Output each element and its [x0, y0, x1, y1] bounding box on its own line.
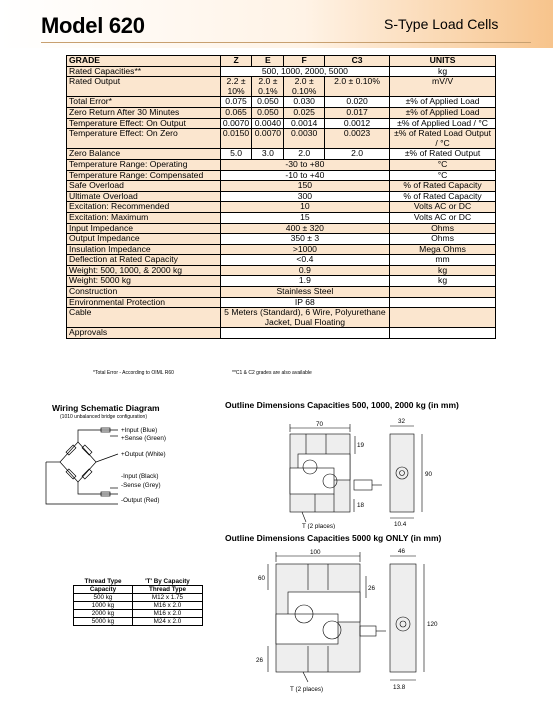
thread-capacity: 500 kg [74, 594, 133, 602]
spec-row [67, 308, 496, 328]
spec-value: -30 to +80 [220, 159, 389, 170]
spec-label: Weight: 5000 kg [67, 276, 221, 287]
spec-row [67, 223, 496, 234]
spec-value: -10 to +40 [220, 170, 389, 181]
spec-value-f: 2.0 [284, 149, 325, 160]
spec-value-e: 0.050 [252, 97, 284, 108]
large-dim-depth: 46 [398, 548, 406, 555]
thread-header-left: Thread Type [74, 578, 133, 586]
wiring-diagram [38, 420, 188, 510]
header-rule [41, 42, 531, 43]
large-dim-thread-h: 26 [368, 585, 376, 592]
spec-unit: ±% of Applied Load / °C [390, 118, 496, 129]
spec-label: Excitation: Maximum [67, 212, 221, 223]
outline-small-title: Outline Dimensions Capacities 500, 1000, 2000 kg (in mm) [225, 400, 459, 410]
spec-value: 0.9 [220, 265, 389, 276]
spec-value-c3: 0.017 [325, 107, 390, 118]
spec-label: Approvals [67, 328, 221, 339]
spec-label: Ultimate Overload [67, 191, 221, 202]
spec-row [67, 328, 496, 339]
footnote-total-error: *Total Error - According to OIML R60 [93, 370, 174, 376]
spec-unit: ±% of Applied Load [390, 97, 496, 108]
spec-label: Temperature Effect: On Zero [67, 129, 221, 149]
spec-unit: °C [390, 170, 496, 181]
col-c3: C3 [325, 56, 390, 67]
spec-label: Total Error* [67, 97, 221, 108]
spec-unit: mV/V [390, 77, 496, 97]
footnote-grades: **C1 & C2 grades are also available [232, 370, 312, 376]
thread-header-right: 'T' By Capacity [132, 578, 202, 586]
small-dim-side: 10.4 [394, 521, 407, 528]
spec-label: Output Impedance [67, 234, 221, 245]
thread-capacity: 5000 kg [74, 618, 133, 626]
spec-label: Safe Overload [67, 181, 221, 192]
large-dim-width: 100 [310, 549, 321, 556]
spec-unit: % of Rated Capacity [390, 191, 496, 202]
thread-type: M16 x 2.0 [132, 602, 202, 610]
spec-row [67, 255, 496, 266]
spec-label: Rated Output [67, 77, 221, 97]
spec-unit [390, 308, 496, 328]
spec-value-e: 3.0 [252, 149, 284, 160]
spec-row [67, 107, 496, 118]
thread-capacity: 2000 kg [74, 610, 133, 618]
spec-unit: ±% of Rated Output [390, 149, 496, 160]
wire-output-plus: +Output (White) [121, 451, 166, 458]
spec-unit: ±% of Rated Load Output / °C [390, 129, 496, 149]
spec-value: >1000 [220, 244, 389, 255]
spec-value: 500, 1000, 2000, 5000 [220, 66, 389, 77]
spec-table [66, 55, 496, 339]
spec-row [67, 129, 496, 149]
spec-value: 5 Meters (Standard), 6 Wire, Polyurethane Jacket, Dual Floating [220, 308, 389, 328]
spec-value: 350 ± 3 [220, 234, 389, 245]
spec-row [67, 159, 496, 170]
spec-value-z: 0.0150 [220, 129, 252, 149]
spec-unit [390, 328, 496, 339]
spec-value-e: 0.0040 [252, 118, 284, 129]
spec-label: Environmental Protection [67, 297, 221, 308]
outline-large-title: Outline Dimensions Capacities 5000 kg ONLY (in mm) [225, 533, 442, 543]
col-grade: GRADE [67, 56, 221, 67]
spec-value-e: 0.0070 [252, 129, 284, 149]
spec-row [67, 287, 496, 298]
spec-label: Temperature Effect: On Output [67, 118, 221, 129]
small-dim-width: 70 [316, 421, 324, 428]
thread-row [74, 618, 203, 626]
spec-value-c3: 0.0012 [325, 118, 390, 129]
spec-value-c3: 2.0 [325, 149, 390, 160]
thread-row [74, 594, 203, 602]
spec-value: 150 [220, 181, 389, 192]
spec-row [67, 97, 496, 108]
spec-row [67, 202, 496, 213]
spec-value-z: 0.065 [220, 107, 252, 118]
spec-unit [390, 287, 496, 298]
wire-input-minus: -Input (Black) [121, 473, 159, 480]
wire-sense-plus: +Sense (Green) [121, 435, 166, 442]
spec-value-z: 5.0 [220, 149, 252, 160]
spec-row [67, 191, 496, 202]
thread-col-type: Thread Type [132, 586, 202, 594]
spec-label: Temperature Range: Compensated [67, 170, 221, 181]
spec-unit: Ohms [390, 234, 496, 245]
small-dim-height: 90 [425, 471, 433, 478]
thread-row [74, 602, 203, 610]
spec-row [67, 118, 496, 129]
wire-sense-minus: -Sense (Grey) [121, 482, 161, 489]
thread-type: M24 x 2.0 [132, 618, 202, 626]
spec-label: Zero Balance [67, 149, 221, 160]
thread-row [74, 610, 203, 618]
spec-unit: Volts AC or DC [390, 212, 496, 223]
spec-label: Cable [67, 308, 221, 328]
spec-row [67, 66, 496, 77]
small-dim-thread-h: 19 [357, 442, 365, 449]
spec-label: Temperature Range: Operating [67, 159, 221, 170]
spec-row [67, 181, 496, 192]
spec-value-f: 0.030 [284, 97, 325, 108]
spec-value-c3: 2.0 ± 0.10% [325, 77, 390, 97]
thread-type: M12 x 1.75 [132, 594, 202, 602]
spec-unit: % of Rated Capacity [390, 181, 496, 192]
thread-type: M16 x 2.0 [132, 610, 202, 618]
col-units: UNITS [390, 56, 496, 67]
small-dim-depth: 32 [398, 418, 406, 425]
small-dim-t-label: T (2 places) [302, 523, 336, 529]
outline-small-drawing [270, 414, 450, 529]
spec-row [67, 77, 496, 97]
spec-row [67, 234, 496, 245]
wire-input-plus: +Input (Blue) [121, 427, 158, 434]
model-title: Model 620 [41, 13, 145, 38]
spec-label: Excitation: Recommended [67, 202, 221, 213]
large-dim-height: 120 [427, 621, 438, 628]
thread-capacity: 1000 kg [74, 602, 133, 610]
spec-unit: °C [390, 159, 496, 170]
wiring-subtitle: (1010 unbalanced bridge configuration) [60, 414, 148, 420]
spec-label: Insulation Impedance [67, 244, 221, 255]
spec-row [67, 212, 496, 223]
spec-label: Deflection at Rated Capacity [67, 255, 221, 266]
spec-value-f: 0.0014 [284, 118, 325, 129]
spec-value: 10 [220, 202, 389, 213]
spec-value-f: 0.0030 [284, 129, 325, 149]
thread-body [74, 594, 203, 626]
spec-unit: Ohms [390, 223, 496, 234]
spec-unit: kg [390, 265, 496, 276]
spec-unit [390, 297, 496, 308]
large-dim-base: 26 [256, 657, 264, 664]
spec-value: IP 68 [220, 297, 389, 308]
product-subtitle: S-Type Load Cells [384, 16, 499, 32]
spec-row [67, 265, 496, 276]
col-e: E [252, 56, 284, 67]
col-f: F [284, 56, 325, 67]
spec-value-z: 2.2 ± 10% [220, 77, 252, 97]
spec-value-e: 0.050 [252, 107, 284, 118]
large-dim-t-label: T (2 places) [290, 686, 324, 693]
spec-label: Construction [67, 287, 221, 298]
spec-label: Rated Capacities** [67, 66, 221, 77]
spec-row [67, 297, 496, 308]
spec-row [67, 244, 496, 255]
spec-header-row [67, 56, 496, 67]
spec-row [67, 149, 496, 160]
spec-unit: kg [390, 276, 496, 287]
spec-unit: mm [390, 255, 496, 266]
spec-value [220, 328, 389, 339]
wiring-title: Wiring Schematic Diagram [52, 403, 160, 413]
spec-unit: Volts AC or DC [390, 202, 496, 213]
spec-value-f: 2.0 ± 0.10% [284, 77, 325, 97]
spec-value-z: 0.0070 [220, 118, 252, 129]
spec-label: Weight: 500, 1000, & 2000 kg [67, 265, 221, 276]
page-header [0, 0, 553, 48]
spec-label: Input Impedance [67, 223, 221, 234]
spec-value: Stainless Steel [220, 287, 389, 298]
spec-label: Zero Return After 30 Minutes [67, 107, 221, 118]
large-dim-side: 13.8 [393, 684, 406, 691]
wire-output-minus: -Output (Red) [121, 497, 160, 504]
spec-value: 1.9 [220, 276, 389, 287]
spec-value: 400 ± 320 [220, 223, 389, 234]
spec-unit: Mega Ohms [390, 244, 496, 255]
spec-value-f: 0.025 [284, 107, 325, 118]
spec-body [67, 66, 496, 338]
col-z: Z [220, 56, 252, 67]
spec-value: 300 [220, 191, 389, 202]
spec-value-c3: 0.020 [325, 97, 390, 108]
spec-value-c3: 0.0023 [325, 129, 390, 149]
thread-table [73, 578, 203, 626]
spec-row [67, 170, 496, 181]
small-dim-base: 18 [357, 502, 365, 509]
spec-row [67, 276, 496, 287]
spec-value: 15 [220, 212, 389, 223]
spec-value: <0.4 [220, 255, 389, 266]
spec-value-e: 2.0 ± 0.1% [252, 77, 284, 97]
outline-large-drawing [248, 546, 463, 696]
spec-unit: kg [390, 66, 496, 77]
large-dim-top: 60 [258, 575, 266, 582]
spec-value-z: 0.075 [220, 97, 252, 108]
spec-unit: ±% of Applied Load [390, 107, 496, 118]
thread-col-capacity: Capacity [74, 586, 133, 594]
